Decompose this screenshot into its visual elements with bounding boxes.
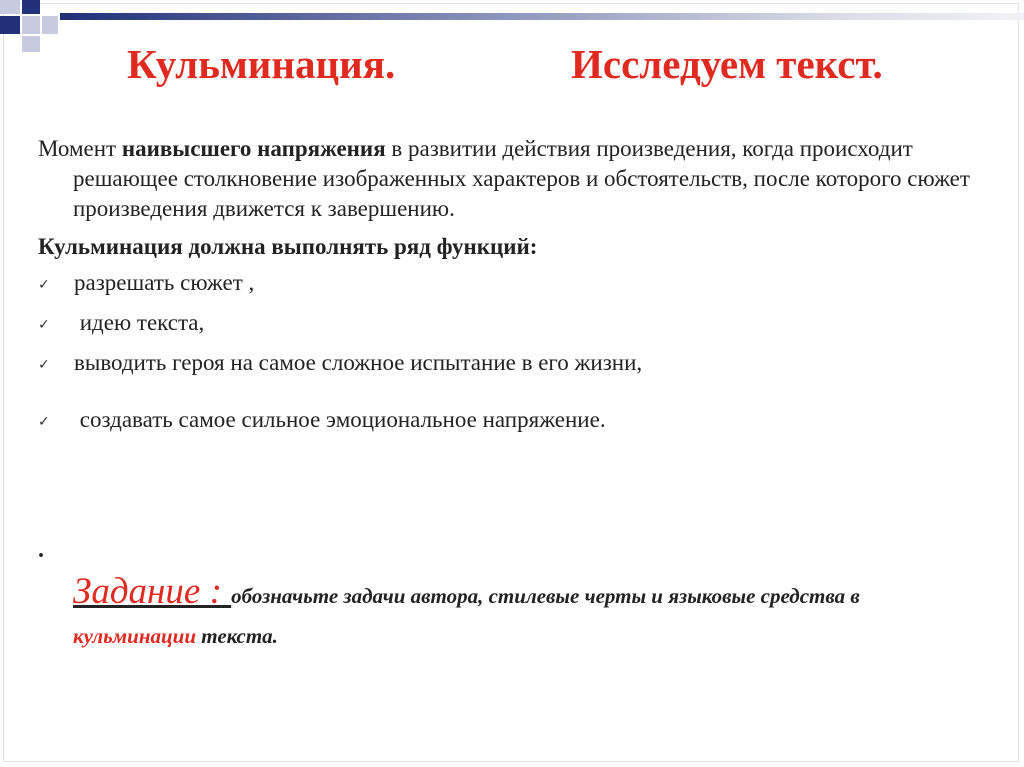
slide-title-left: Кульминация. xyxy=(127,41,396,87)
decor-square xyxy=(0,16,20,34)
list-item-text: разрешать сюжет , xyxy=(74,270,255,295)
list-item xyxy=(38,348,998,378)
task-block xyxy=(73,572,973,656)
decor-square xyxy=(42,16,58,34)
check-icon: ✓ xyxy=(38,357,50,373)
bullet-dot: . xyxy=(38,537,44,563)
definition-paragraph xyxy=(38,134,998,224)
list-item-text: выводить героя на самое сложное испытание в его жизни, xyxy=(74,350,643,375)
definition-post: в развитии действия произведения, когда происходит решающее столкновение изображенных характеров и обстоятельств, после которого сюжет произведения движется к завершению. xyxy=(73,136,970,221)
task-highlight-word: кульминации xyxy=(73,624,197,648)
task-label: Задание : xyxy=(73,571,222,612)
decor-square xyxy=(22,36,40,52)
task-underscore xyxy=(222,571,231,612)
task-text-part2: текста. xyxy=(196,624,278,648)
list-item-text: идею текста, xyxy=(74,310,205,335)
list-item xyxy=(38,268,998,298)
check-icon: ✓ xyxy=(38,414,50,430)
decor-square xyxy=(0,0,20,14)
check-icon: ✓ xyxy=(38,277,50,293)
definition-bold-term: наивысшего напряжения xyxy=(121,136,386,161)
check-icon: ✓ xyxy=(38,317,50,333)
list-item xyxy=(38,308,998,338)
list-item xyxy=(38,405,998,435)
functions-heading: Кульминация должна выполнять ряд функций: xyxy=(38,234,538,259)
decor-square xyxy=(22,0,40,14)
top-gradient-bar xyxy=(60,13,1024,20)
slide-content xyxy=(38,134,998,435)
decor-square xyxy=(22,16,40,34)
slide-title-right: Исследуем текст. xyxy=(571,41,883,87)
task-text-part1: обозначьте задачи автора, стилевые черты и языковые средства в xyxy=(231,584,860,608)
functions-list xyxy=(38,268,998,435)
list-item-text: создавать самое сильное эмоциональное напряжение. xyxy=(74,407,606,432)
definition-pre: Момент xyxy=(38,136,122,161)
